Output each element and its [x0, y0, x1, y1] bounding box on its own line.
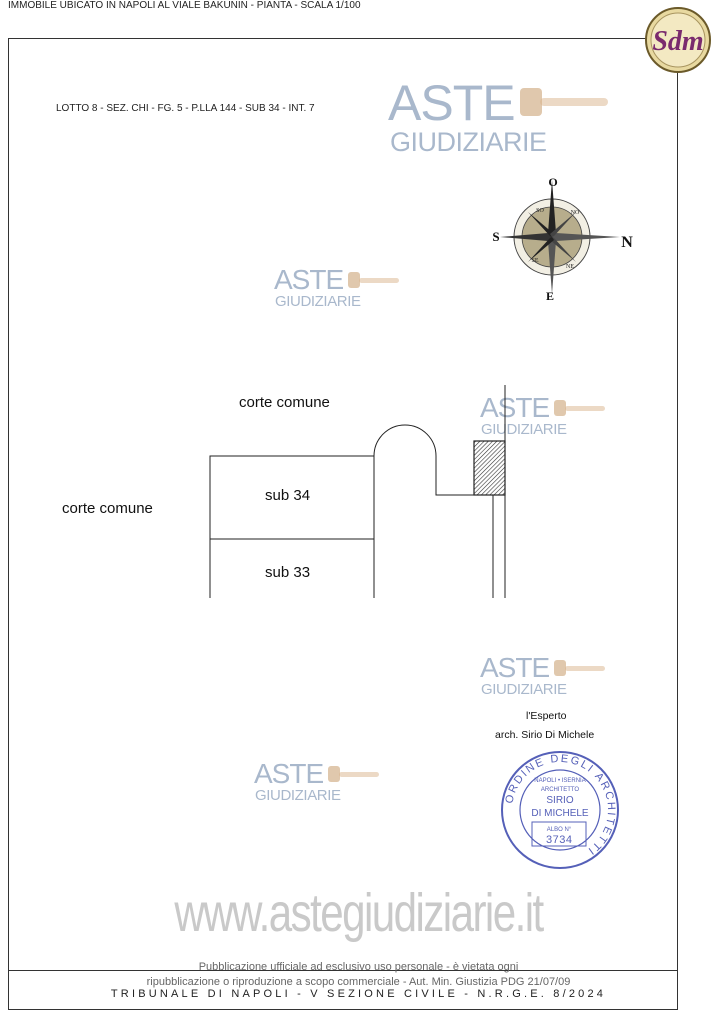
hatched-column [474, 441, 505, 495]
compass-east-label: E [545, 289, 555, 303]
watermark-brand-bottom: GIUDIZIARIE [390, 127, 547, 157]
publication-notice-line-1: Pubblicazione ufficiale ad esclusivo uso personale - è vietata ogni [198, 961, 519, 973]
compass-south-label: S [492, 229, 500, 244]
compass-west-label: O [548, 175, 558, 189]
stamp-albo-number: 3734 [545, 835, 573, 847]
watermark-url: www.astegiudiziarie.it [174, 883, 543, 943]
watermark-brand-top: ASTE [274, 264, 344, 295]
watermark-brand-bottom: GIUDIZIARIE [255, 787, 341, 804]
stamp-city: NAPOLI • ISERNIA [534, 778, 586, 784]
expert-role: l'Esperto [526, 710, 567, 722]
compass-north-label: N [621, 234, 633, 251]
publication-notice-line-2: ripubblicazione o riproduzione a scopo commerciale - Aut. Min. Giustizia PDG 21/07/09 [146, 976, 571, 988]
room-sub33-label: sub 33 [265, 564, 311, 581]
stair-arch [374, 425, 474, 495]
lotto-reference: LOTTO 8 - SEZ. CHI - FG. 5 - P.LLA 144 - SUB 34 - INT. 7 [56, 103, 315, 114]
watermark-brand-top: ASTE [480, 652, 550, 683]
watermark-brand-bottom: GIUDIZIARIE [481, 681, 567, 698]
compass-no-label: NO [570, 210, 580, 216]
compass-se-label: SE [531, 258, 539, 264]
room-sub34-label: sub 34 [265, 487, 311, 504]
stamp-last-name: DI MICHELE [531, 808, 589, 819]
architect-stamp [498, 748, 622, 872]
aste-watermark-4 [480, 654, 610, 700]
logo-text: Sdm [652, 26, 704, 57]
stamp-albo-label: ALBO N° [546, 827, 572, 833]
watermark-brand-top: ASTE [254, 758, 324, 789]
stamp-label: ARCHITETTO [540, 787, 580, 793]
document-title: IMMOBILE UBICATO IN NAPOLI AL VIALE BAKUNIN - PIANTA - SCALA 1/100 [8, 0, 361, 11]
corte-comune-top-label: corte comune [239, 394, 330, 411]
gavel-icon [548, 656, 606, 680]
watermark-brand-bottom: GIUDIZIARIE [275, 293, 361, 310]
watermark-brand-bottom: GIUDIZIARIE [481, 421, 567, 438]
watermark-brand-top: ASTE [388, 75, 515, 131]
stamp-first-name: SIRIO [546, 795, 574, 806]
corte-comune-left-label: corte comune [62, 500, 153, 517]
watermark-brand-top: ASTE [480, 392, 550, 423]
tribunal-reference: TRIBUNALE DI NAPOLI - V SEZIONE CIVILE - N.R.G.E. 8/2024 [110, 988, 607, 1000]
gavel-icon [322, 762, 380, 786]
aste-watermark-5 [254, 760, 384, 806]
compass-so-label: SO [536, 208, 544, 214]
expert-name: arch. Sirio Di Michele [495, 729, 595, 741]
compass-ne-label: NE [566, 264, 574, 270]
stamp-ring-text: ORDINE DEGLI ARCHITETTI [503, 752, 618, 858]
